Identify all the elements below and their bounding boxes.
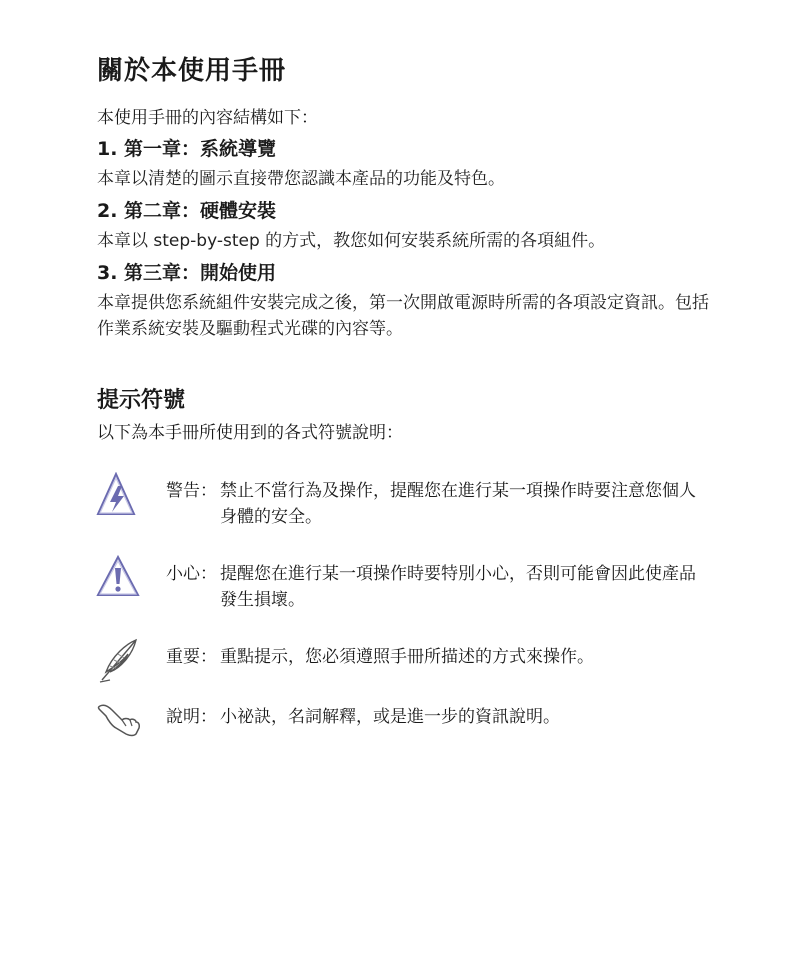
chapter-item xyxy=(97,260,717,342)
chapter-heading: 2. 第二章：硬體安裝 xyxy=(97,200,277,222)
symbols-section-title: 提示符號 xyxy=(97,388,186,413)
pointing-hand-icon xyxy=(96,698,144,746)
chapter-description: 本章以清楚的圖示直接帶您認識本產品的功能及特色。 xyxy=(97,169,505,189)
notice-text: 提醒您在進行某一項操作時要特別小心，否則可能會因此使產品發生損壞。 xyxy=(220,564,696,610)
quill-pen-icon xyxy=(96,638,144,686)
notice-label: 小心： xyxy=(166,564,217,584)
notice-text: 禁止不當行為及操作，提醒您在進行某一項操作時要注意您個人身體的安全。 xyxy=(220,481,696,527)
chapter-description: 本章以 step-by-step 的方式，教您如何安裝系統所需的各項組件。 xyxy=(97,231,606,251)
notice-label: 說明： xyxy=(166,707,217,727)
lightning-warning-icon xyxy=(96,472,144,520)
chapter-heading: 3. 第三章：開始使用 xyxy=(97,262,277,284)
chapter-description: 本章提供您系統組件安裝完成之後，第一次開啟電源時所需的各項設定資訊。包括作業系統安裝及驅動程式光碟的內容等。 xyxy=(97,293,709,339)
structure-intro: 本使用手冊的內容結構如下： xyxy=(97,108,318,128)
caution-notice xyxy=(96,555,716,615)
exclamation-caution-icon xyxy=(96,555,144,603)
chapter-item xyxy=(97,136,717,192)
symbols-section-intro: 以下為本手冊所使用到的各式符號說明： xyxy=(97,423,403,443)
notice-label: 重要： xyxy=(166,647,217,667)
notice-label: 警告： xyxy=(166,481,217,501)
chapter-item xyxy=(97,198,717,254)
note-notice xyxy=(96,698,716,758)
chapter-heading: 1. 第一章：系統導覽 xyxy=(97,138,277,160)
important-notice xyxy=(96,638,716,698)
warning-notice xyxy=(96,472,716,532)
chapter-list xyxy=(97,136,717,348)
page-title: 關於本使用手冊 xyxy=(97,56,287,86)
notice-text: 重點提示，您必須遵照手冊所描述的方式來操作。 xyxy=(220,647,594,667)
notice-text: 小祕訣，名詞解釋，或是進一步的資訊說明。 xyxy=(220,707,560,727)
